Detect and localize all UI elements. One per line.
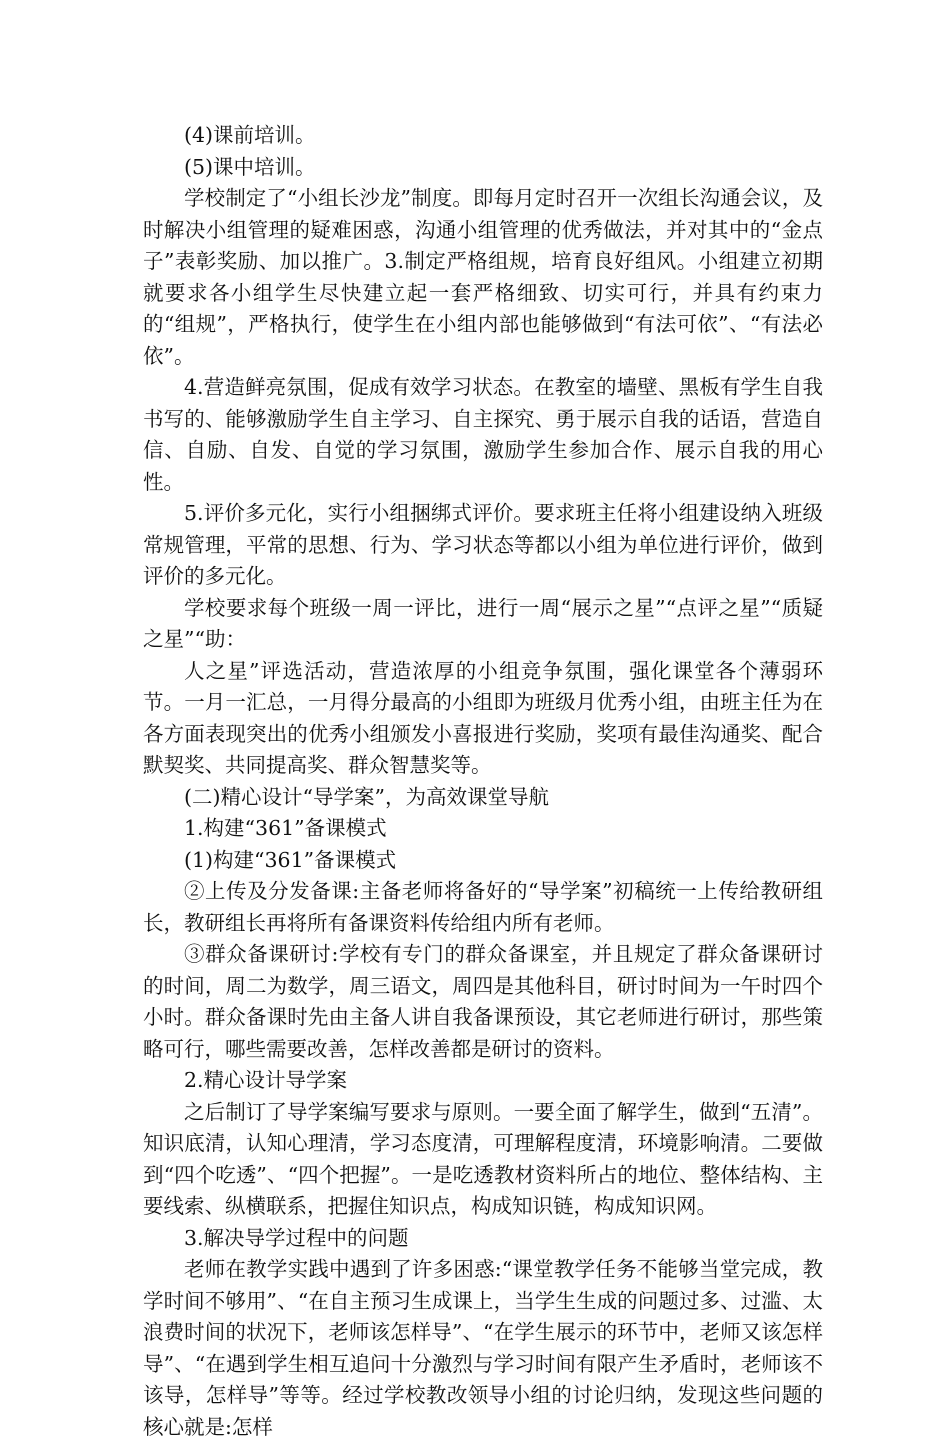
- paragraph: ②上传及分发备课:主备老师将备好的“导学案”初稿统一上传给教研组长，教研组长再将所有备课资料传给组内所有老师。: [143, 879, 823, 935]
- paragraph: 学校制定了“小组长沙龙”制度。即每月定时召开一次组长沟通会议，及时解决小组管理的疑难困惑，沟通小组管理的优秀做法，并对其中的“金点子”表彰奖励、加以推广。3.制定严格组规，培育良好组风。小组建立初期就要求各小组学生尽快建立起一套严格细致、切实可行，并具有约束力的“组规”，严格执行，使学生在小组内部也能够做到“有法可依”、“有法必依”。: [143, 186, 823, 368]
- paragraph: 5.评价多元化，实行小组捆绑式评价。要求班主任将小组建设纳入班级常规管理，平常的思想、行为、学习状态等都以小组为单位进行评价，做到评价的多元化。: [143, 501, 823, 588]
- paragraph: 老师在教学实践中遇到了许多困惑:“课堂教学任务不能够当堂完成，教学时间不够用”、“在自主预习生成课上，当学生生成的问题过多、过滥、太浪费时间的状况下，老师该怎样导”、“在学生展示的环节中，老师又该怎样导”、“在遇到学生相互追问十分激烈与学习时间有限产生矛盾时，老师该不该导，怎样导”等等。经过学校教改领导小组的讨论归纳，发现这些问题的核心就是:怎样: [143, 1257, 823, 1439]
- paragraph: (4)课前培训。: [184, 123, 316, 147]
- paragraph: 4.营造鲜亮氛围，促成有效学习状态。在教室的墙壁、黑板有学生自我书写的、能够激励学生自主学习、自主探究、勇于展示自我的话语，营造自信、自励、自发、自觉的学习氛围，激励学生参加合作、展示自我的用心性。: [143, 375, 823, 494]
- section-heading: (二)精心设计“导学案”，为高效课堂导航: [184, 784, 549, 809]
- subsection-heading: 1.构建“361”备课模式: [184, 816, 387, 840]
- paragraph: ③群众备课研讨:学校有专门的群众备课室，并且规定了群众备课研讨的时间，周二为数学，周三语文，周四是其他科目，研讨时间为一午时四个小时。群众备课时先由主备人讲自我备课预设，其它老师进行研讨，那些策略可行，哪些需要改善，怎样改善都是研讨的资料。: [143, 942, 823, 1061]
- paragraph: 学校要求每个班级一周一评比，进行一周“展示之星”“点评之星”“质疑之星”“助：: [143, 595, 823, 651]
- paragraph: (5)课中培训。: [184, 154, 316, 179]
- paragraph: 之后制订了导学案编写要求与原则。一要全面了解学生，做到“五清”。知识底清，认知心理清，学习态度清，可理解程度清，环境影响清。二要做到“四个吃透”、“四个把握”。一是吃透教材资料所占的地位、整体结构、主要线索、纵横联系，把握住知识点，构成知识链，构成知识网。: [143, 1099, 823, 1218]
- subsection-heading: 3.解决导学过程中的问题: [184, 1225, 409, 1250]
- subsection-heading: 2.精心设计导学案: [184, 1068, 348, 1092]
- paragraph: 人之星”评选活动，营造浓厚的小组竞争氛围，强化课堂各个薄弱环节。一月一汇总，一月得分最高的小组即为班级月优秀小组，由班主任为在各方面表现突出的优秀小组颁发小喜报进行奖励，奖项有最佳沟通奖、配合默契奖、共同提高奖、群众智慧奖等。: [143, 658, 823, 777]
- document-page: [143, 120, 823, 1443]
- subsection-heading: (1)构建“361”备课模式: [184, 847, 397, 872]
